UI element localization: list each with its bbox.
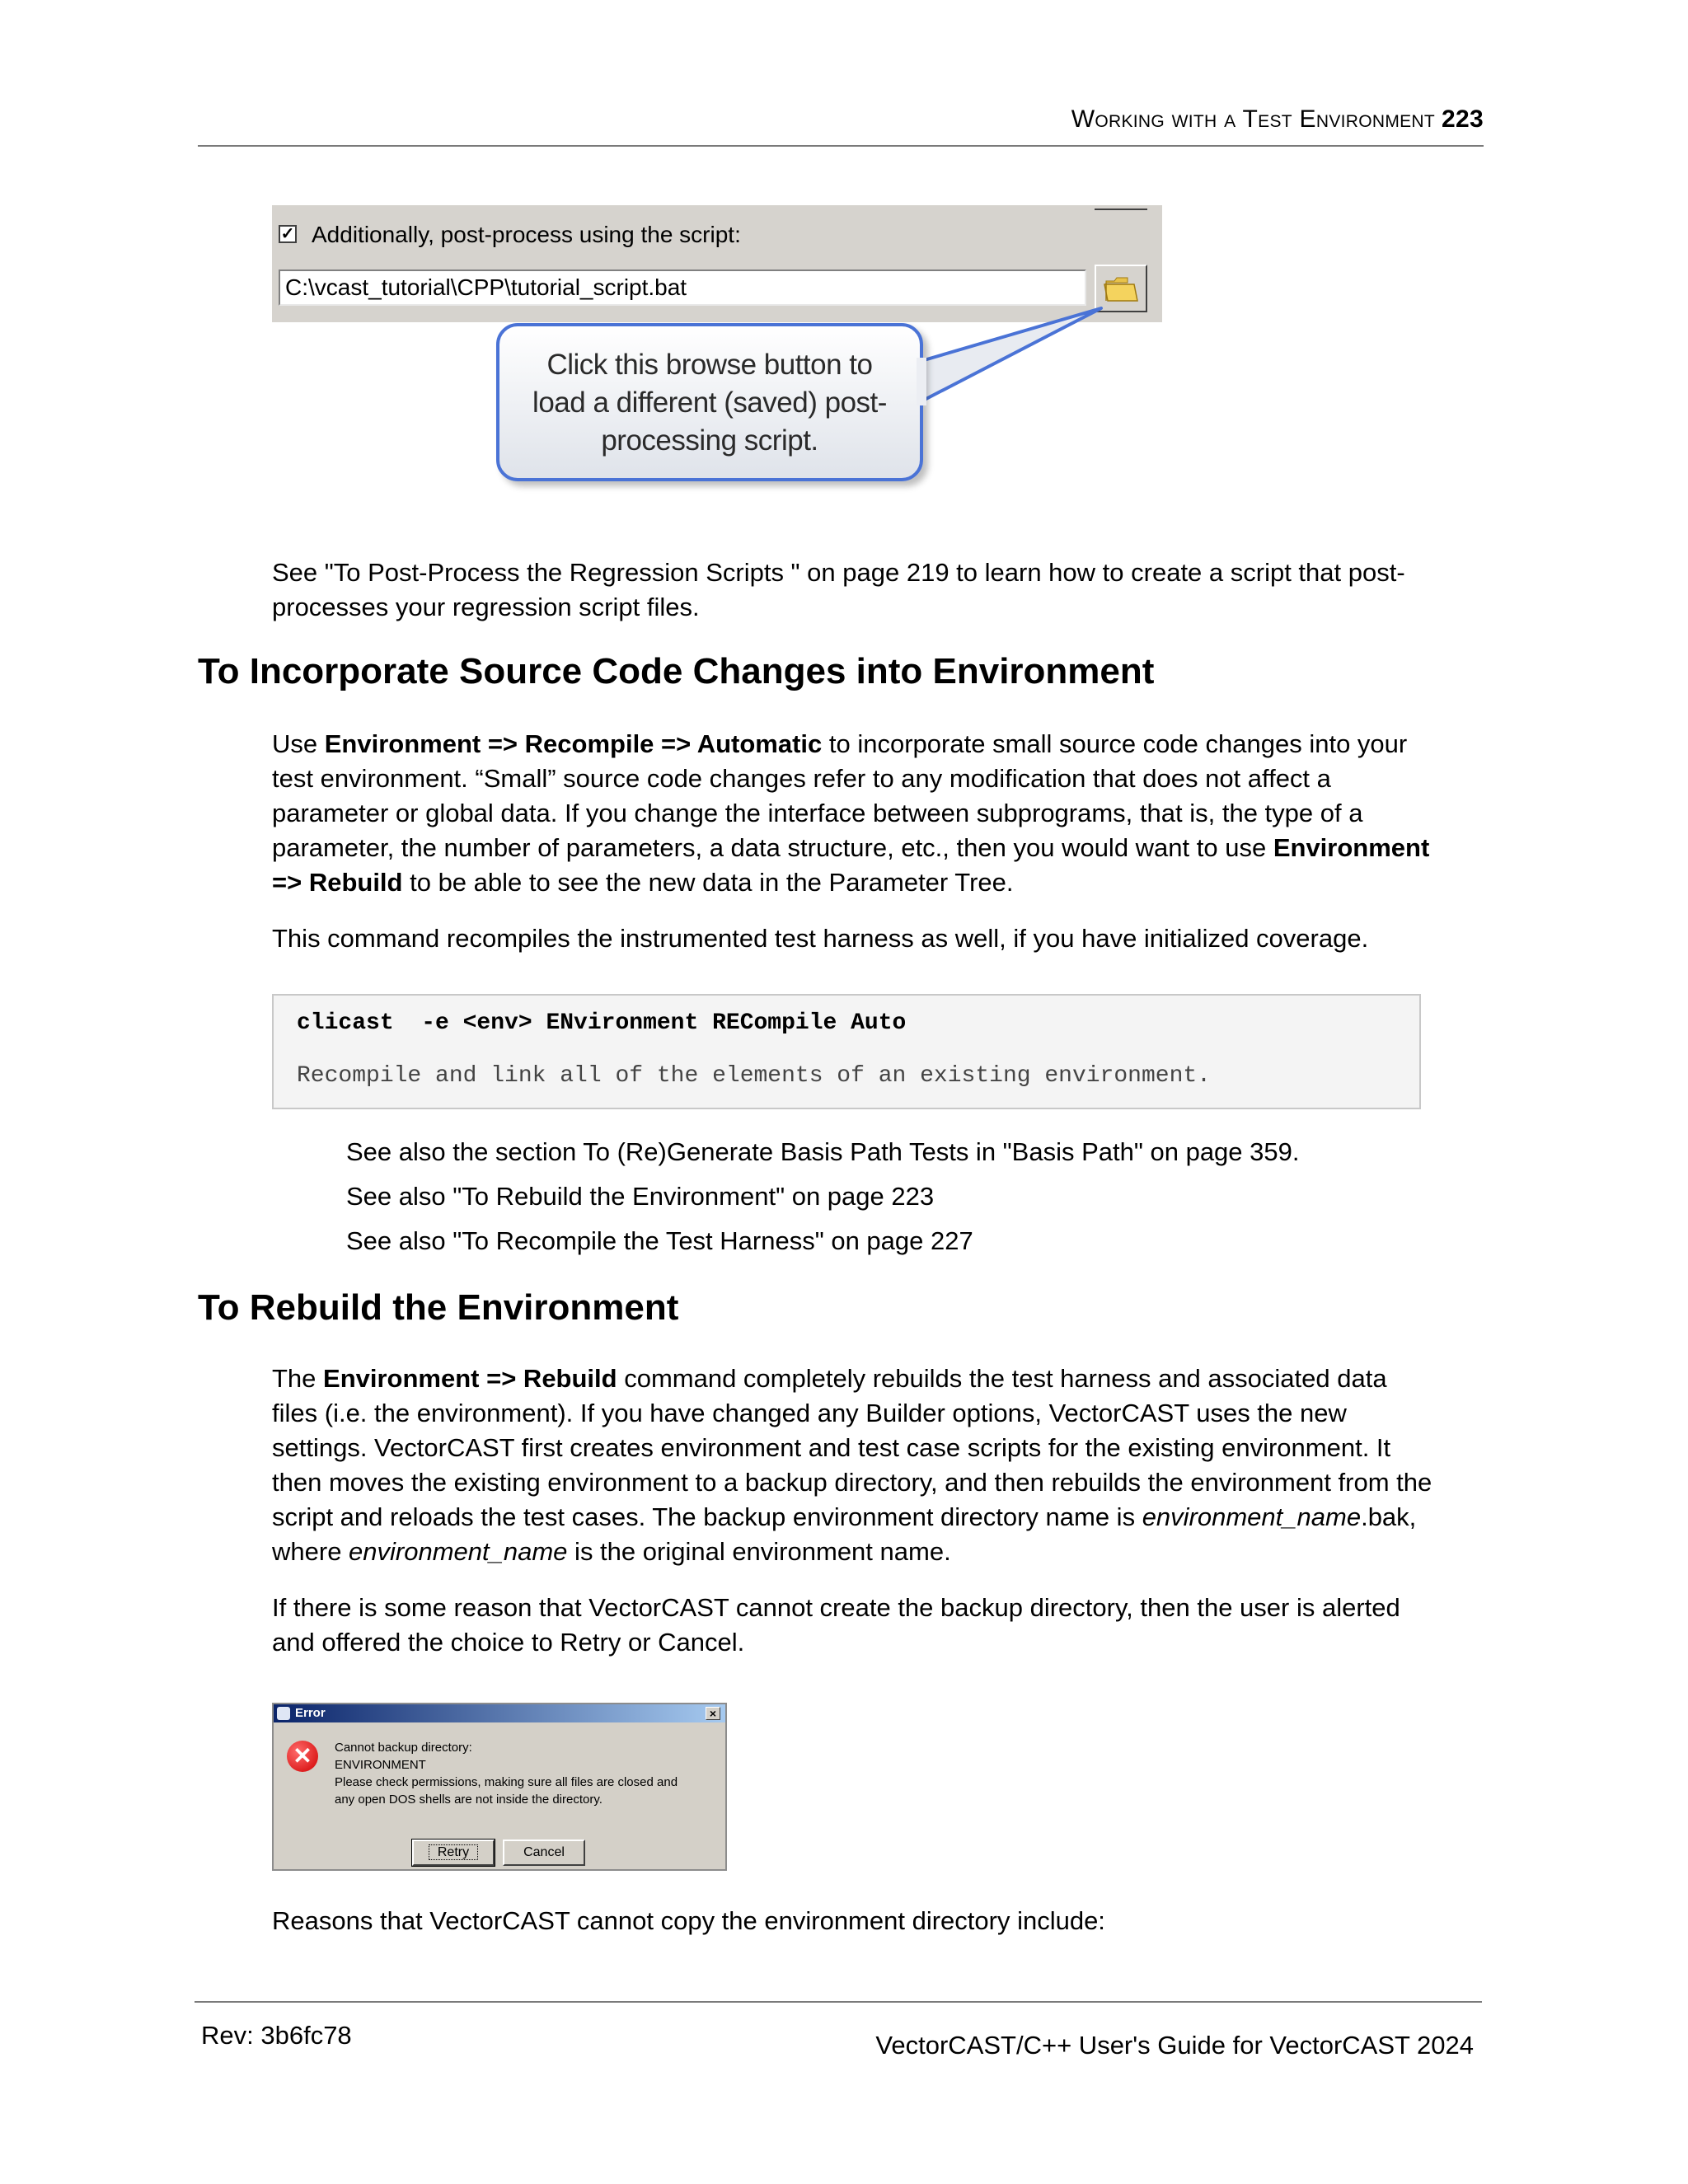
page-number: 223	[1442, 105, 1484, 133]
footer-rule	[195, 2001, 1482, 2003]
running-header-section: Working with a Test Environment	[1071, 105, 1436, 133]
error-message-line: ENVIRONMENT	[335, 1758, 426, 1772]
error-message-line: any open DOS shells are not inside the directory.	[335, 1793, 603, 1807]
text-line: test environment. “Small” source code changes refer to any modification that does not affect a	[272, 764, 1331, 793]
post-process-checkbox-label: Additionally, post-process using the script:	[312, 222, 741, 247]
post-process-checkbox[interactable]: ✓	[279, 225, 297, 243]
incorporate-paragraph	[272, 727, 1475, 900]
close-button[interactable]: ×	[706, 1707, 720, 1720]
backup-alert-paragraph	[272, 1591, 1475, 1660]
section-heading-rebuild: To Rebuild the Environment	[198, 1287, 679, 1328]
text-line: and offered the choice to Retry or Cancel.	[272, 1628, 745, 1657]
app-icon	[277, 1707, 290, 1720]
error-dialog-titlebar	[274, 1704, 725, 1722]
text-line: Use Environment => Recompile => Automatic to incorporate small source code changes into your	[272, 729, 1408, 758]
footer-guide-title: VectorCAST/C++ User's Guide for VectorCAST 2024	[875, 2031, 1474, 2060]
text-line: where environment_name is the original environment name.	[272, 1537, 951, 1566]
text-line: => Rebuild to be able to see the new data in the Parameter Tree.	[272, 868, 1014, 897]
see-also-basis-path: See also the section To (Re)Generate Basis Path Tests in "Basis Path" on page 359.	[346, 1137, 1300, 1166]
text-line: If there is some reason that VectorCAST cannot create the backup directory, then the user is alerted	[272, 1593, 1400, 1622]
text-line: See "To Post-Process the Regression Scripts " on page 219 to learn how to create a script that post-	[272, 558, 1405, 587]
intro-paragraph	[272, 555, 1475, 625]
text-line: script and reloads the test cases. The backup environment directory name is environment_name.bak,	[272, 1502, 1417, 1531]
cancel-button[interactable]: Cancel	[503, 1840, 585, 1866]
callout-join	[917, 358, 926, 405]
script-path-field[interactable]: C:\vcast_tutorial\CPP\tutorial_script.bat	[279, 269, 1086, 306]
reasons-paragraph: Reasons that VectorCAST cannot copy the environment directory include:	[272, 1906, 1105, 1935]
clicast-code-box	[272, 994, 1421, 1109]
text-line: parameter or global data. If you change the interface between subprograms, that is, the type of a	[272, 799, 1363, 827]
text-line: processes your regression script files.	[272, 593, 700, 621]
rebuild-paragraph	[272, 1361, 1475, 1569]
text-line: files (i.e. the environment). If you have changed any Builder options, VectorCAST uses the new	[272, 1399, 1347, 1427]
footer-revision: Rev: 3b6fc78	[201, 2021, 352, 2050]
recompile-note: This command recompiles the instrumented test harness as well, if you have initialized coverage.	[272, 924, 1369, 953]
section-heading-incorporate: To Incorporate Source Code Changes into Environment	[198, 651, 1155, 691]
text-line: then moves the existing environment to a backup directory, and then rebuilds the environment from the	[272, 1468, 1432, 1497]
see-also-recompile-harness: See also "To Recompile the Test Harness" on page 227	[346, 1226, 973, 1255]
panel-edge	[1095, 205, 1147, 210]
error-dialog	[272, 1703, 727, 1871]
clicast-description: Recompile and link all of the elements of an existing environment.	[297, 1063, 1211, 1089]
header-rule	[198, 145, 1484, 147]
error-dialog-title: Error	[295, 1706, 326, 1720]
callout-line: load a different (saved) post-	[532, 387, 887, 419]
text-line: The Environment => Rebuild command completely rebuilds the test harness and associated data	[272, 1364, 1387, 1393]
callout-bubble	[496, 323, 923, 481]
folder-icon	[1096, 266, 1146, 311]
text-line: parameter, the number of parameters, a data structure, etc., then you would want to use Environment	[272, 833, 1430, 862]
callout-line: Click this browse button to	[546, 349, 873, 381]
callout-pointer	[907, 305, 1121, 420]
retry-button[interactable]	[412, 1840, 495, 1866]
callout-line: processing script.	[601, 424, 818, 457]
error-message-line: Cannot backup directory:	[335, 1741, 472, 1755]
retry-button-label: Retry	[429, 1844, 478, 1860]
error-icon: ✕	[287, 1741, 318, 1772]
see-also-rebuild: See also "To Rebuild the Environment" on page 223	[346, 1182, 935, 1211]
error-message-line: Please check permissions, making sure all files are closed and	[335, 1775, 678, 1789]
clicast-command: clicast -e <env> ENvironment RECompile Auto	[297, 1010, 907, 1036]
text-line: settings. VectorCAST first creates environment and test case scripts for the existing environment. It	[272, 1433, 1391, 1462]
running-header	[198, 105, 1484, 134]
error-message	[335, 1739, 678, 1808]
